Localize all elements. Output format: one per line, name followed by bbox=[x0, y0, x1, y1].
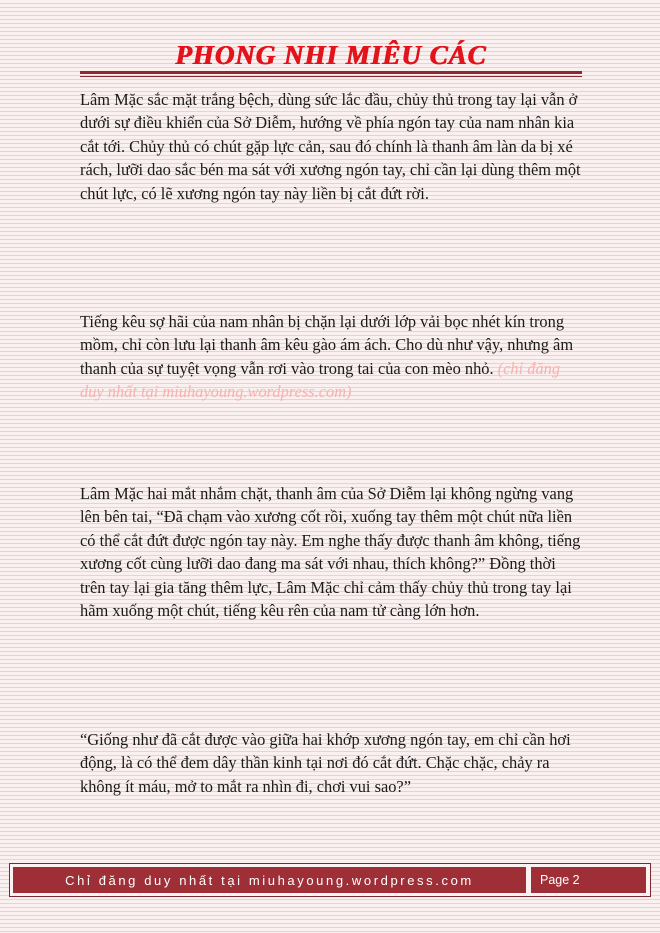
page-footer bbox=[9, 863, 651, 897]
source-note: (chỉ đăng duy nhất tại miuhayoung.wordpress.com) bbox=[80, 358, 561, 402]
paragraph-2 bbox=[80, 310, 585, 404]
page-title: PHONG NHI MIÊU CÁC bbox=[175, 40, 487, 70]
paragraph-4 bbox=[80, 728, 585, 798]
paragraph-3-text: Lâm Mặc hai mắt nhắm chặt, thanh âm của Sở Diễm lại không ngừng vang lên bên tai, “Đã chạm vào xương cốt rồi, xuống tay thêm một chút nữa liền có thể cắt đứt được ngón tay này. Em nghe thấy được thanh âm không, tiếng xương cốt cùng lưỡi dao đang ma sát với nhau, thích không?” Đồng thời trên tay lại gia tăng thêm lực, Lâm Mặc chỉ cảm thấy chủy thủ trong tay lại hãm xuống một chút, tiếng kêu rên của nam tử càng lớn hơn. bbox=[80, 484, 581, 621]
paragraph-4-text: “Giống như đã cắt được vào giữa hai khớp xương ngón tay, em chỉ cần hơi động, là có thể đem dây thần kinh tại nơi đó cắt đứt. Chặc chặc, chảy ra không ít máu, mở to mắt ra nhìn đi, chơi vui sao?” bbox=[80, 730, 571, 796]
paragraph-2-text: Tiếng kêu sợ hãi của nam nhân bị chặn lại dưới lớp vải bọc nhét kín trong mồm, chỉ còn lưu lại thanh âm kêu gào ám ách. Cho dù như vậy, nhưng âm thanh của sự tuyệt vọng vẫn rơi vào trong tai của con mèo nhỏ. bbox=[80, 312, 574, 378]
header-divider bbox=[80, 71, 582, 74]
footer-bar bbox=[13, 867, 526, 893]
page-number-box bbox=[531, 867, 646, 893]
paragraph-1-text: Lâm Mặc sắc mặt trắng bệch, dùng sức lắc đầu, chủy thủ trong tay lại vẫn ở dưới sự điều khiển của Sở Diễm, hướng về phía ngón tay của nam nhân kia cắt tới. Chủy thủ có chút gặp lực cản, sau đó chính là thanh âm làn da bị xé rách, lưỡi dao sắc bén ma sát với xương ngón tay, chỉ cần lại dùng thêm một chút lực, có lẽ xương ngón tay này liền bị cắt đứt rời. bbox=[80, 90, 581, 203]
page-header bbox=[80, 38, 582, 72]
page-number: Page 2 bbox=[540, 873, 580, 887]
paragraph-3 bbox=[80, 482, 585, 622]
paragraph-1 bbox=[80, 88, 585, 205]
footer-text: Chỉ đăng duy nhất tại miuhayoung.wordpress.com bbox=[65, 872, 474, 888]
header-divider-thin bbox=[80, 76, 582, 77]
